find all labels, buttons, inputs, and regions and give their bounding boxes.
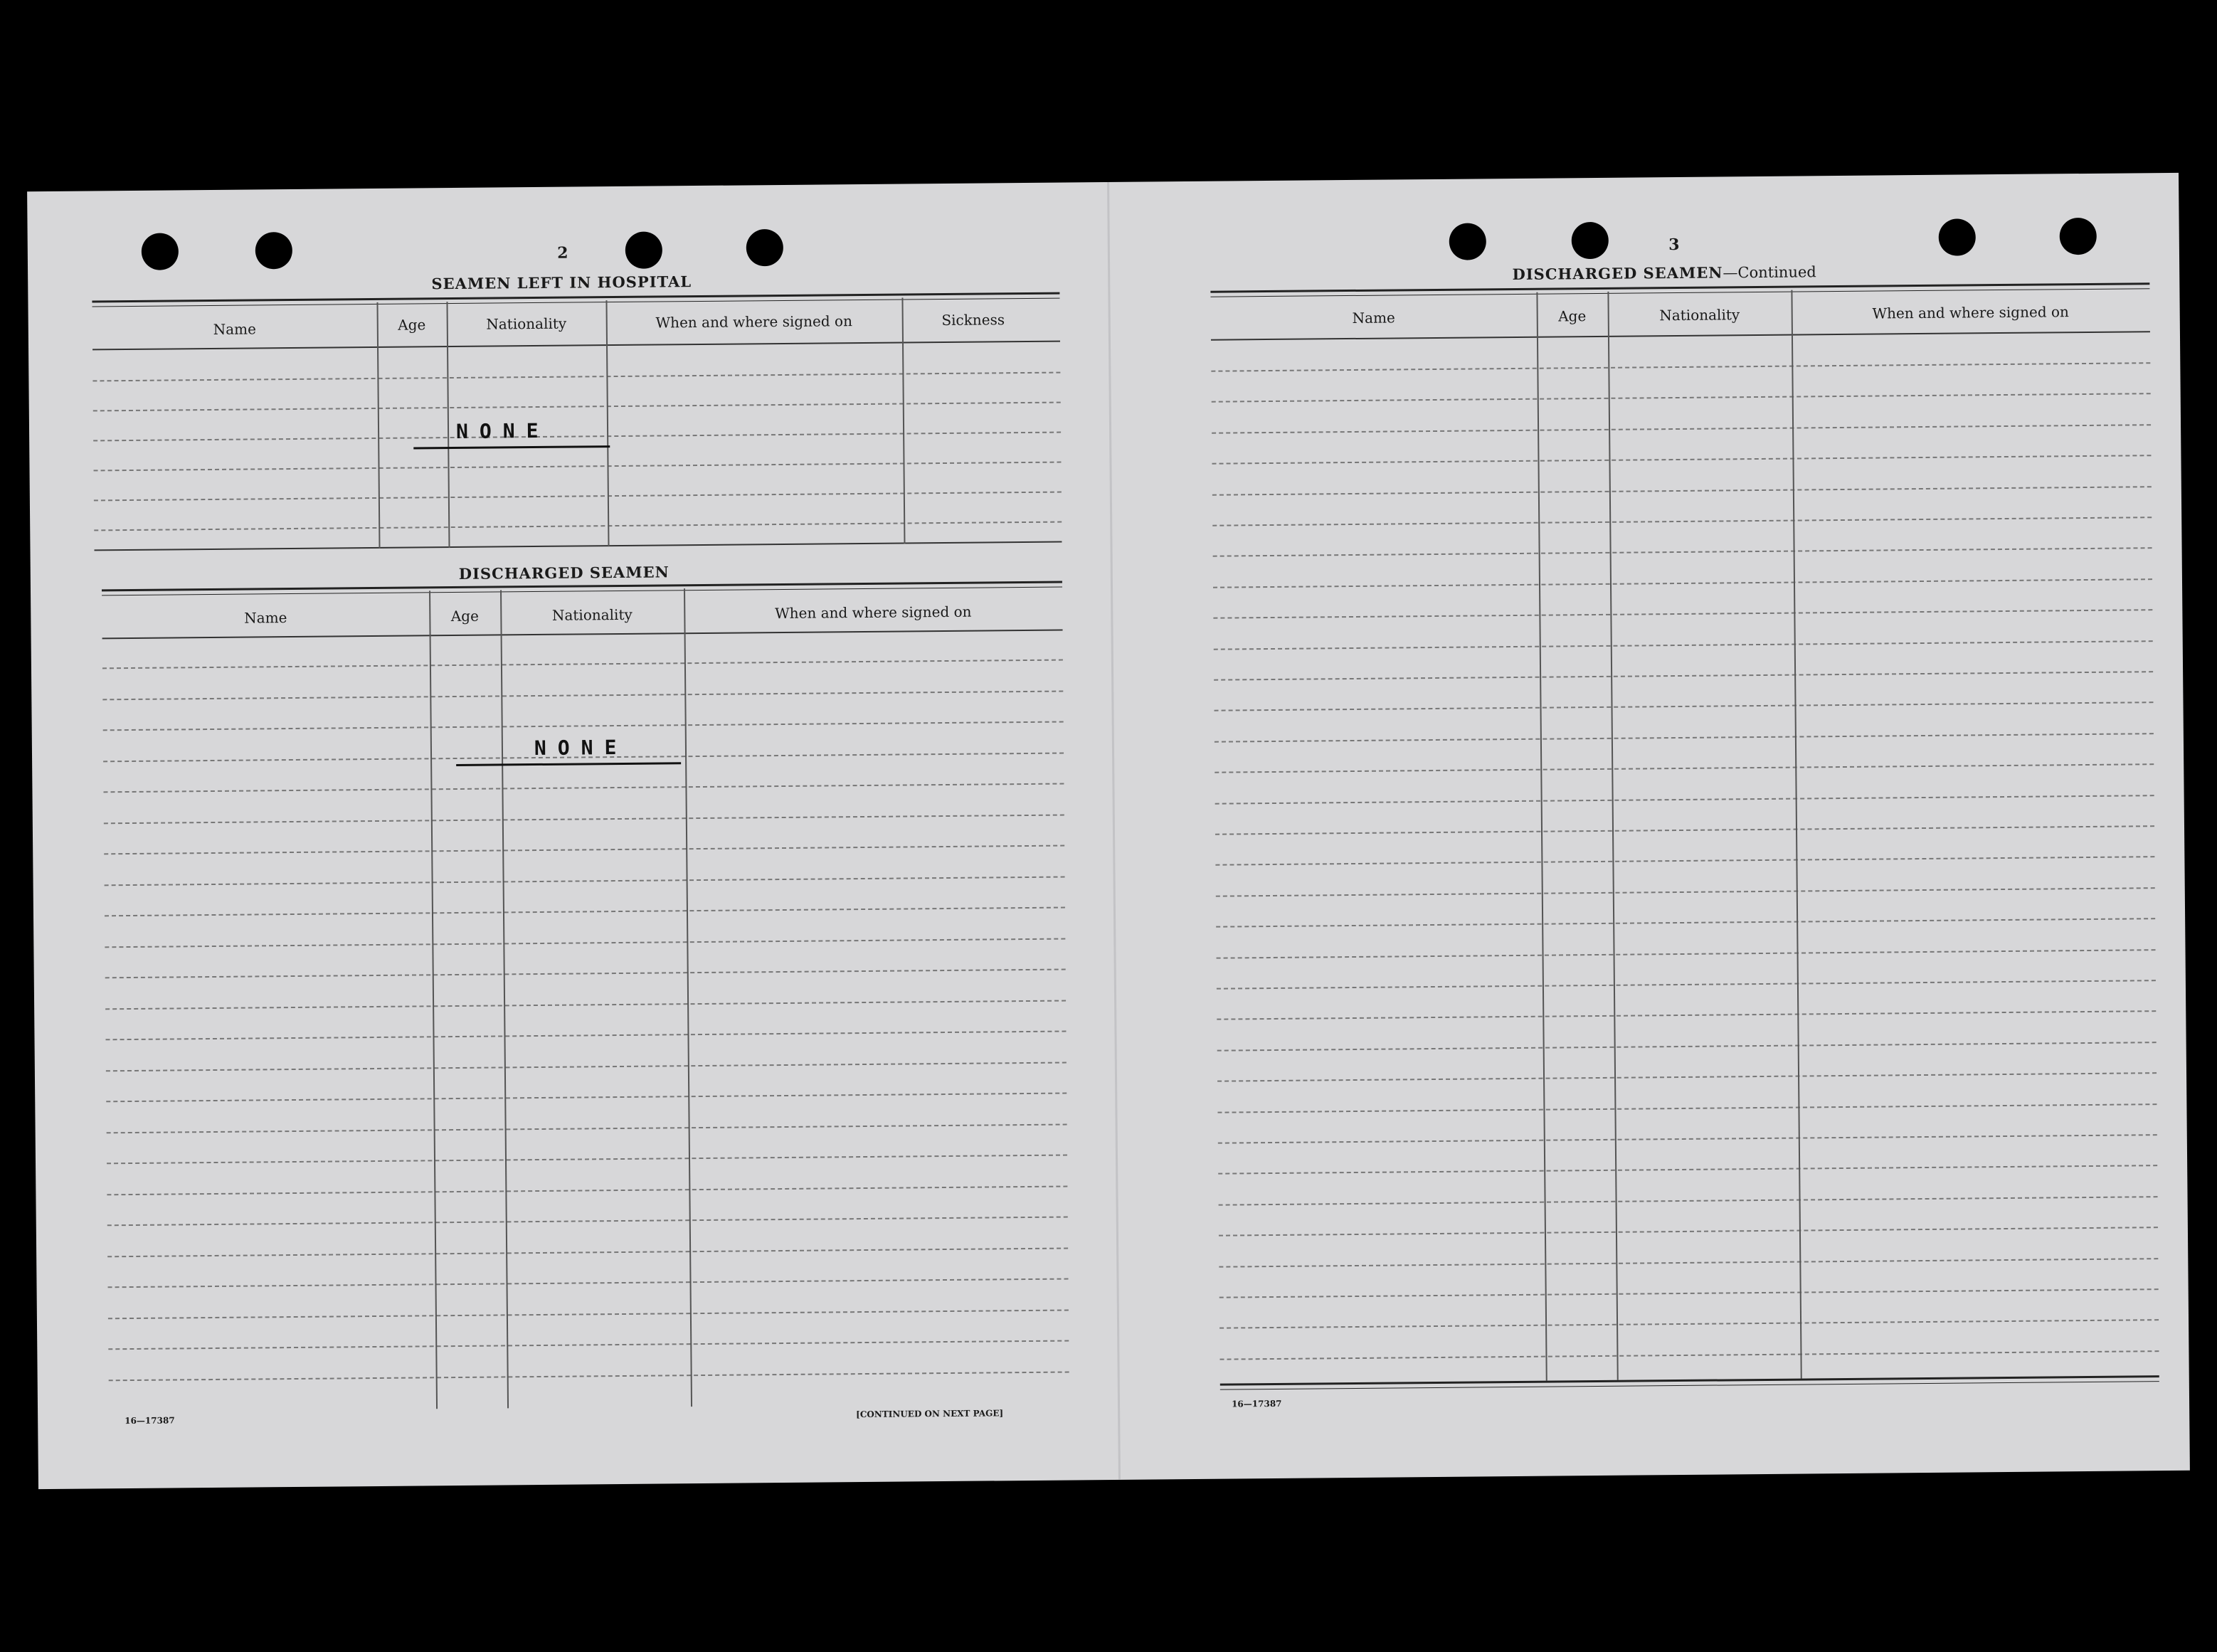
entry-line (105, 876, 1065, 886)
entry-line (108, 1340, 1069, 1350)
entry-line (1215, 825, 2154, 835)
column-header-signed-on: When and where signed on (1872, 303, 2069, 322)
punch-hole (625, 231, 662, 268)
entry-line (107, 1247, 1068, 1257)
entry-line (108, 1309, 1069, 1319)
page-right (1108, 173, 2190, 1480)
stamp-underline (456, 762, 681, 766)
entry-line (1217, 1042, 2157, 1052)
entry-line (103, 721, 1064, 731)
entry-line (1219, 1196, 2158, 1206)
entry-line (108, 1278, 1069, 1288)
column-header-name: Name (213, 320, 257, 338)
column-header-age: Age (398, 316, 426, 334)
entry-line (1215, 702, 2154, 712)
entry-line (102, 660, 1063, 669)
page-left (27, 182, 1120, 1489)
entry-line (1212, 393, 2151, 403)
punch-hole (1572, 222, 1609, 259)
entry-line (1212, 424, 2151, 434)
entry-line (94, 521, 1062, 531)
entry-line (105, 969, 1066, 979)
entry-line (1214, 671, 2153, 681)
column-divider (901, 297, 905, 544)
page-number: 2 (557, 243, 568, 263)
discharged-continued-title (1380, 262, 1949, 285)
column-header-signed-on: When and where signed on (655, 312, 852, 332)
punch-hole (746, 229, 783, 266)
punch-hole (2060, 218, 2097, 255)
discharged-section-title: DISCHARGED SEAMEN (458, 563, 670, 583)
entry-line (106, 1061, 1067, 1071)
column-divider (1536, 292, 1547, 1381)
entry-line (1219, 1258, 2158, 1268)
entry-line (1215, 763, 2154, 773)
entry-line (107, 1123, 1067, 1133)
column-divider (605, 300, 609, 546)
entry-line (1218, 1165, 2157, 1175)
entry-line (1213, 548, 2152, 558)
punch-hole (255, 232, 292, 269)
none-stamp: NONE (534, 735, 628, 761)
discharged-entry-lines (27, 182, 1108, 191)
heavy-rule (92, 292, 1059, 307)
entry-line (107, 1185, 1067, 1195)
column-header-nationality: Nationality (551, 605, 633, 624)
column-divider (376, 302, 380, 549)
column-divider (1607, 292, 1618, 1380)
entry-line (106, 1093, 1067, 1103)
entry-line (1212, 517, 2152, 526)
entry-line (107, 1217, 1068, 1227)
entry-line (104, 845, 1064, 855)
hospital-section-title: SEAMEN LEFT IN HOSPITAL (431, 272, 692, 293)
entry-line (94, 462, 1062, 472)
entry-line (103, 783, 1064, 793)
heavy-rule (1210, 282, 2149, 297)
entry-line (1213, 578, 2152, 588)
entry-line (1217, 1011, 2156, 1021)
entry-line (1212, 486, 2152, 496)
form-number: 16—17387 (125, 1415, 175, 1426)
entry-line (1211, 362, 2150, 372)
entry-line (93, 432, 1061, 442)
entry-line (1217, 1103, 2157, 1113)
entry-line (107, 1155, 1067, 1165)
entry-line (109, 1371, 1069, 1381)
entry-line (105, 1031, 1066, 1041)
column-header-signed-on: When and where signed on (775, 603, 972, 623)
header-underline (1211, 331, 2150, 341)
entry-line (1218, 1134, 2157, 1144)
column-header-age: Age (1558, 307, 1587, 325)
column-header-sickness: Sickness (941, 311, 1005, 329)
entry-line (1217, 949, 2156, 959)
header-underline (92, 341, 1060, 351)
entry-line (1219, 1350, 2159, 1360)
entry-line (1214, 640, 2153, 650)
entry-line (94, 492, 1062, 502)
document-sheet (27, 173, 2190, 1489)
column-header-name: Name (244, 609, 287, 627)
entry-line (102, 690, 1063, 700)
entry-line (1213, 609, 2152, 619)
column-header-age: Age (450, 607, 479, 625)
entry-line (105, 1000, 1066, 1010)
punch-hole (142, 233, 179, 270)
entry-line (105, 938, 1065, 948)
column-header-nationality: Nationality (486, 314, 567, 333)
entry-line (1217, 1072, 2157, 1082)
entry-line (1216, 918, 2155, 928)
title-suffix: —Continued (1723, 263, 1816, 282)
entry-line (92, 372, 1060, 382)
column-header-nationality: Nationality (1659, 306, 1740, 324)
entry-line (1215, 857, 2154, 867)
none-stamp: NONE (455, 418, 550, 443)
entry-line (1216, 887, 2155, 897)
title-main: DISCHARGED SEAMEN (1512, 263, 1723, 284)
entry-line (104, 814, 1064, 824)
table-bottom-rule (94, 541, 1062, 551)
discharged-continued-entry-lines (1108, 173, 2179, 182)
column-divider (446, 302, 450, 548)
column-divider (1791, 290, 1801, 1379)
continued-note: [CONTINUED ON NEXT PAGE] (856, 1408, 1004, 1420)
heavy-rule (102, 581, 1062, 596)
header-underline (102, 630, 1063, 640)
column-divider (500, 590, 509, 1408)
entry-line (1219, 1320, 2159, 1330)
entry-line (1212, 455, 2151, 465)
stamp-underline (413, 445, 610, 449)
entry-line (1219, 1288, 2159, 1298)
entry-line (93, 402, 1061, 412)
entry-line (1219, 1227, 2158, 1237)
entry-line (1217, 980, 2156, 990)
heavy-rule (1220, 1375, 2159, 1390)
entry-line (1215, 733, 2154, 743)
entry-line (105, 907, 1065, 917)
column-divider (429, 591, 438, 1409)
column-header-name: Name (1352, 309, 1395, 327)
column-divider (684, 588, 692, 1407)
punch-hole (1449, 223, 1486, 260)
punch-hole (1939, 218, 1976, 255)
page-number: 3 (1668, 235, 1680, 255)
entry-line (1215, 795, 2154, 805)
form-number: 16—17387 (1231, 1398, 1282, 1409)
